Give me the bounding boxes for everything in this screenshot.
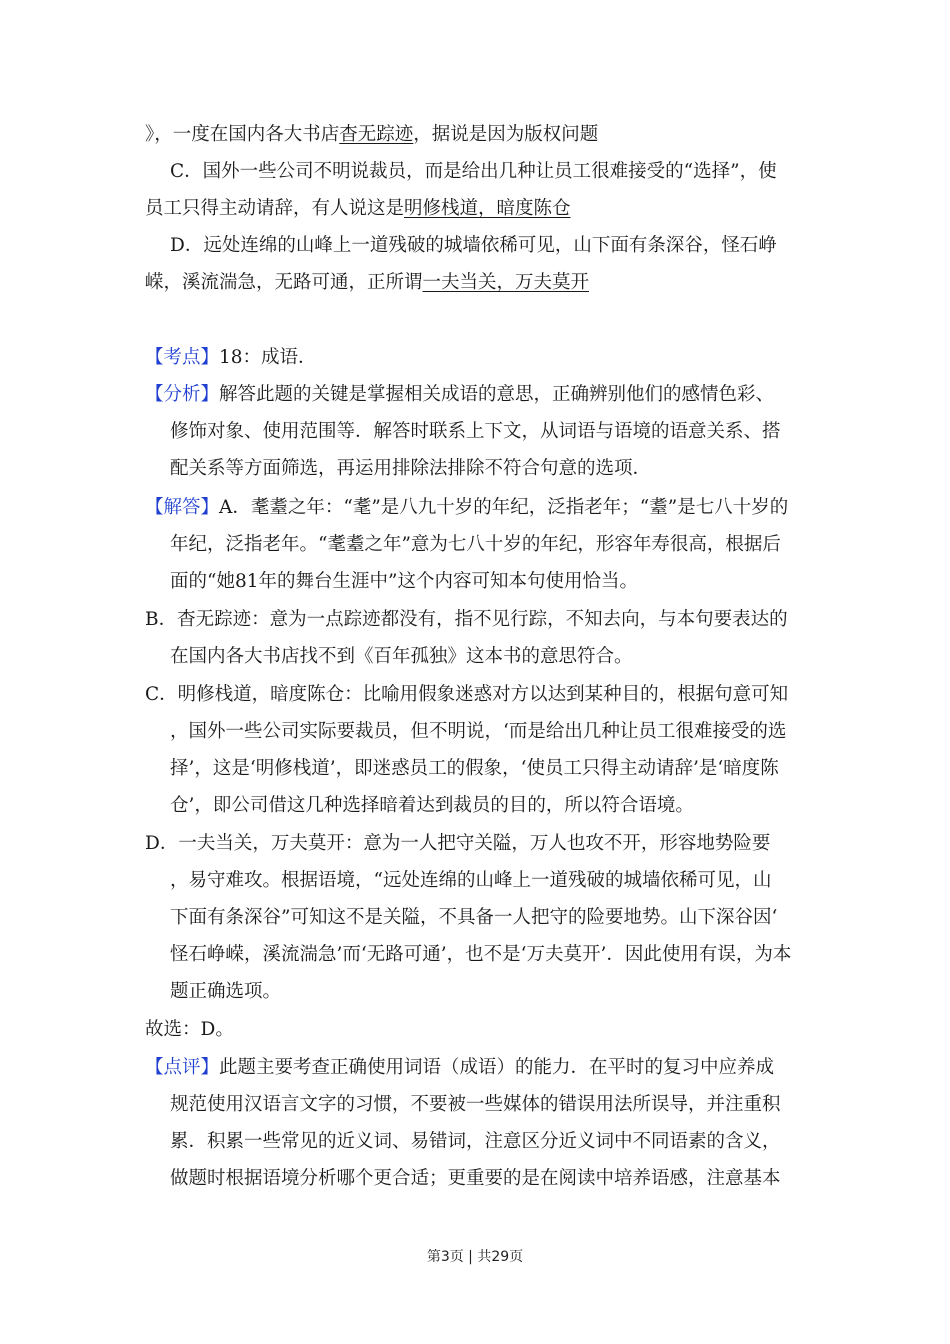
jieda-line-a3: 面的“她81年的舞台生涯中”这个内容可知本句使用恰当。 [170,571,638,592]
kaodian-tag: 【考点】 [145,347,220,368]
question-line-1 [145,123,598,147]
fenxi-tag: 【分析】 [145,384,220,405]
jieda-line-c4: 仓’，即公司借这几种选择暗着达到裁员的目的，所以符合语境。 [170,795,694,816]
jieda-line-d5: 题正确选项。 [170,981,282,1002]
option-d-line-2 [145,271,589,295]
jieda-line-c3: 择’，这是‘明修栈道’，即迷惑员工的假象，‘使员工只得主动请辞’是‘暗度陈 [170,758,779,779]
underlined-idiom: 一夫当关，万夫莫开 [422,272,590,293]
dianping-text: 此题主要考查正确使用词语（成语）的能力．在平时的复习中应养成 [219,1057,775,1078]
underlined-idiom: 明修栈道，暗度陈仓 [404,198,571,219]
text: 员工只得主动请辞，有人说这是 [145,198,405,219]
jieda-line-a2: 年纪，泛指老年。“耄耋之年”意为七八十岁的年纪，形容年寿很高，根据后 [170,534,781,555]
fenxi-line-1 [145,383,774,407]
jieda-line-d3: 下面有条深谷”可知这不是关隘，不具备一人把守的险要地势。山下深谷因‘ [170,907,778,928]
dianping-line-4: 做题时根据语境分析哪个更合适；更重要的是在阅读中培养语感，注意基本 [170,1168,781,1189]
jieda-line-d4: 怪石峥嵘，溪流湍急’而‘无路可通’，也不是‘万夫莫开’．因此使用有误，为本 [170,944,792,965]
kaodian [145,346,317,370]
jieda-text: A．耄耋之年：“耄”是八九十岁的年纪，泛指老年；“耋”是七八十岁的 [219,497,789,518]
dianping-line-1 [145,1056,774,1080]
option-c-line-1: C．国外一些公司不明说裁员，而是给出几种让员工很难接受的“选择”，使 [170,161,777,182]
jieda-line-c2: ，国外一些公司实际要裁员，但不明说，‘而是给出几种让员工很难接受的选 [170,721,787,742]
jieda-line-d1: D．一夫当关，万夫莫开：意为一人把守关隘，万人也攻不开，形容地势险要 [145,833,771,854]
fenxi-line-3: 配关系等方面筛选，再运用排除法排除不符合句意的选项． [170,458,652,479]
option-c-line-2 [145,197,571,221]
fenxi-text: 解答此题的关键是掌握相关成语的意思，正确辨别他们的感情色彩、 [219,384,775,405]
jieda-line-b1: B．杳无踪迹：意为一点踪迹都没有，指不见行踪，不知去向，与本句要表达的 [145,609,788,630]
answer: 故选：D。 [145,1019,234,1040]
jieda-line-b2: 在国内各大书店找不到《百年孤独》这本书的意思符合。 [170,646,633,667]
option-d-line-1: D．远处连绵的山峰上一道残破的城墙依稀可见，山下面有条深谷，怪石峥 [170,235,777,256]
jieda-tag: 【解答】 [145,497,220,518]
fenxi-line-2: 修饰对象、使用范围等．解答时联系上下文，从词语与语境的语意关系、搭 [170,421,781,442]
text: ，据说是因为版权问题 [413,124,599,145]
jieda-line-a1 [145,496,788,520]
underlined-idiom: 杳无踪迹 [339,124,414,145]
text: 》，一度在国内各大书店 [145,124,340,145]
text: 嵘，溪流湍急，无路可通，正所谓 [145,272,423,293]
jieda-line-d2: ，易守难攻。根据语境，“远处连绵的山峰上一道残破的城墙依稀可见，山 [170,870,772,891]
jieda-line-c1: C．明修栈道，暗度陈仓：比喻用假象迷惑对方以达到某种目的，根据句意可知 [145,684,789,705]
dianping-line-2: 规范使用汉语言文字的习惯，不要被一些媒体的错误用法所误导，并注重积 [170,1094,781,1115]
dianping-line-3: 累．积累一些常见的近义词、易错词，注意区分近义词中不同语素的含义， [170,1131,781,1152]
dianping-tag: 【点评】 [145,1057,220,1078]
kaodian-text: 18：成语． [219,347,317,368]
page-footer: 第3页 | 共29页 [426,1249,524,1265]
